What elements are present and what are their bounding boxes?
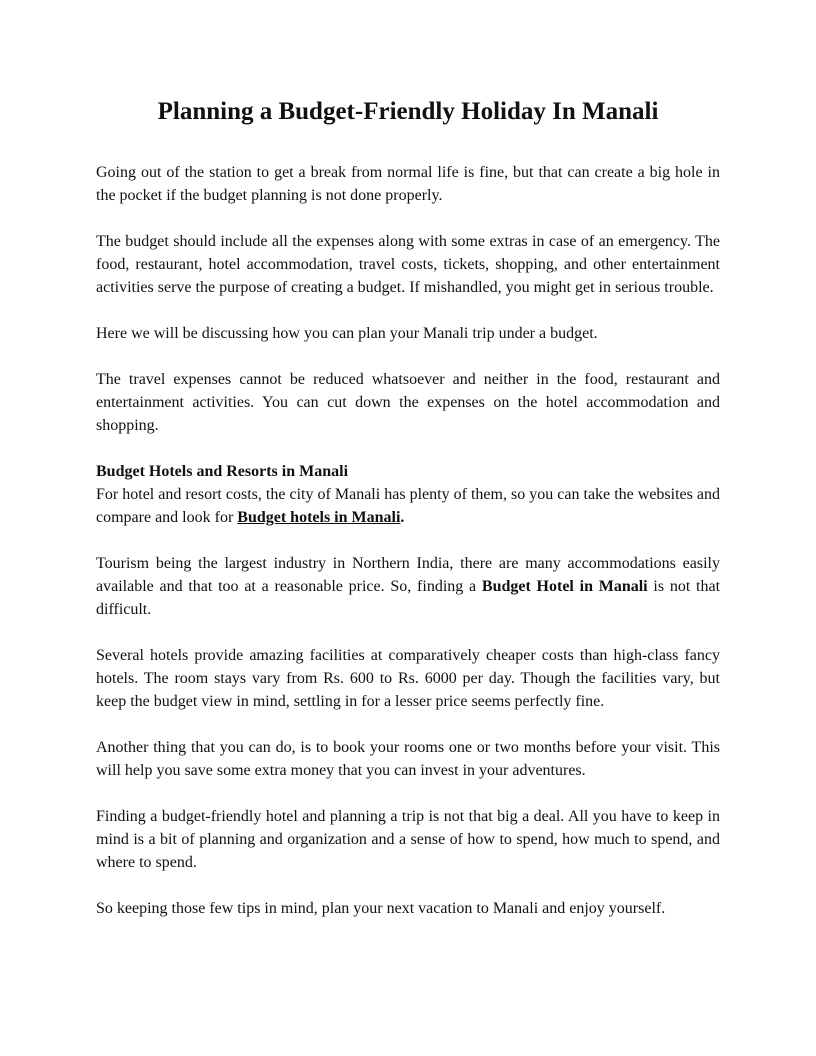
paragraph-cut-expenses: The travel expenses cannot be reduced whatsoever and neither in the food, restaurant and entertainment activities. You can cut down the expenses on the hotel accommodation and shopping. <box>96 371 720 434</box>
paragraph-hotel-facilities: Several hotels provide amazing facilities at comparatively cheaper costs than high-class fancy hotels. The room stays vary from Rs. 600 to Rs. 6000 per day. Though the facilities vary, but keep the budget view in mind, settling in for a lesser price seems perfectly fine. <box>96 647 720 710</box>
section-heading: Budget Hotels and Resorts in Manali <box>96 463 349 480</box>
paragraph-intro: Going out of the station to get a break from normal life is fine, but that can create a big hole in the pocket if the budget planning is not done properly. <box>96 164 720 204</box>
paragraph-hotel-costs-end: . <box>400 509 405 526</box>
paragraph-tourism <box>96 552 720 621</box>
paragraph-book-early: Another thing that you can do, is to book your rooms one or two months before your visit. This will help you save some extra money that you can invest in your adventures. <box>96 739 720 779</box>
page-title: Planning a Budget-Friendly Holiday In Manali <box>157 98 659 125</box>
budget-hotels-link[interactable]: Budget hotels in Manali <box>237 509 401 526</box>
document-page <box>96 96 720 943</box>
paragraph-closing: So keeping those few tips in mind, plan your next vacation to Manali and enjoy yourself. <box>96 900 666 917</box>
budget-hotel-bold-text: Budget Hotel in Manali <box>481 578 648 595</box>
paragraph-plan-under-budget: Here we will be discussing how you can plan your Manali trip under a budget. <box>96 325 598 342</box>
paragraph-hotel-costs-text: For hotel and resort costs, the city of Manali has plenty of them, so you can take the websites and compare and look for <box>96 486 720 526</box>
paragraph-tourism-text: Tourism being the largest industry in Northern India, there are many accommodations easily available and that too at a reasonable price. So, finding a <box>96 555 720 595</box>
section-budget-hotels <box>96 460 720 529</box>
paragraph-budget-expenses: The budget should include all the expenses along with some extras in case of an emergency. The food, restaurant, hotel accommodation, travel costs, tickets, shopping, and other entertainment activities serve the purpose of creating a budget. If mishandled, you might get in serious trouble. <box>96 233 720 296</box>
paragraph-planning-tips: Finding a budget-friendly hotel and planning a trip is not that big a deal. All you have to keep in mind is a bit of planning and organization and a sense of how to spend, how much to spend, and where to spend. <box>96 808 720 871</box>
paragraph-tourism-end: is not that difficult. <box>96 578 721 618</box>
